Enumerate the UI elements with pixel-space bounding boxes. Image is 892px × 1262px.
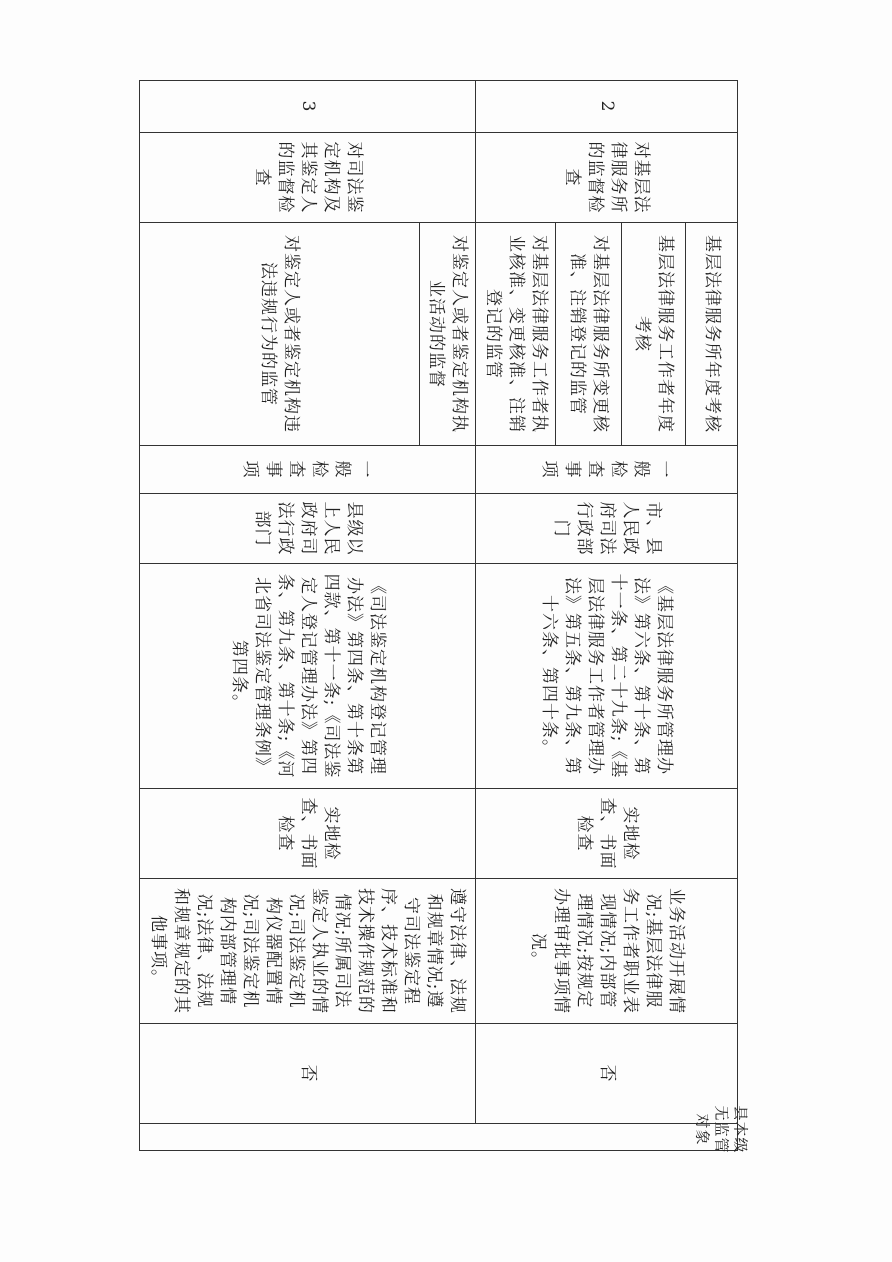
supervision-object: 对基层法律服务所的监督检查: [476, 133, 738, 223]
extra-flag: 否: [476, 1024, 738, 1124]
footer-note: [140, 1124, 738, 1151]
rotated-table-wrapper: [140, 80, 738, 1150]
supervision-object: 对司法鉴定机构及其鉴定人的监督检查: [140, 133, 476, 223]
check-content: 业务活动开展情况;基层法律服务工作者职业表现情况;内部管理情况;按规定办理审批事项情况。: [476, 879, 738, 1024]
supervision-table: [139, 80, 738, 1151]
row-number: 3: [140, 81, 476, 133]
check-item: 基层法律服务所年度考核: [686, 223, 738, 446]
row-number: 2: [476, 81, 738, 133]
check-item: 对鉴定人或者鉴定机构违法违规行为的监管: [140, 223, 420, 446]
no-supervision-label: 县本级无监管对象: [693, 1104, 750, 1153]
check-method: 实地检查、书面检查: [476, 789, 738, 879]
check-item: 对基层法律服务所变更核准、注销登记的监管: [556, 223, 622, 446]
responsible-dept: 县级以上人民政府司法行政部门: [140, 494, 476, 564]
check-item: 基层法律服务工作者年度考核: [622, 223, 686, 446]
extra-flag: 否: [140, 1024, 476, 1124]
legal-basis: 《司法鉴定机构登记管理办法》第四条、第十条第四款、第十一条;《司法鉴定人登记管理办法》第四条、第九条、第十条;《河北省司法鉴定管理条例》第四条。: [140, 564, 476, 789]
legal-basis: 《基层法律服务所管理办法》第六条、第十条、第十一条、第二十九条;《基层法律服务工作者管理办法》第五条、第九条、第十六条、第四十条。: [476, 564, 738, 789]
check-item: 对基层法律服务工作者执业核准、变更核准、注销登记的监管: [476, 223, 556, 446]
check-content: 遵守法律、法规和规章情况;遵守司法鉴定程序、技术标准和技术操作规范的情况;所属司法鉴定人执业的情况;司法鉴定机构仪器配置情况;司法鉴定机构内部管理情况;法律、法规和规章规定的其他事项。: [140, 879, 476, 1024]
check-category: 一般检查事项: [140, 446, 476, 494]
check-item: 对鉴定人或者鉴定机构执业活动的监督: [420, 223, 476, 446]
responsible-dept: 市、县人民政府司法行政部门: [476, 494, 738, 564]
check-method: 实地检查、书面检查: [140, 789, 476, 879]
check-category: 一般检查事项: [476, 446, 738, 494]
